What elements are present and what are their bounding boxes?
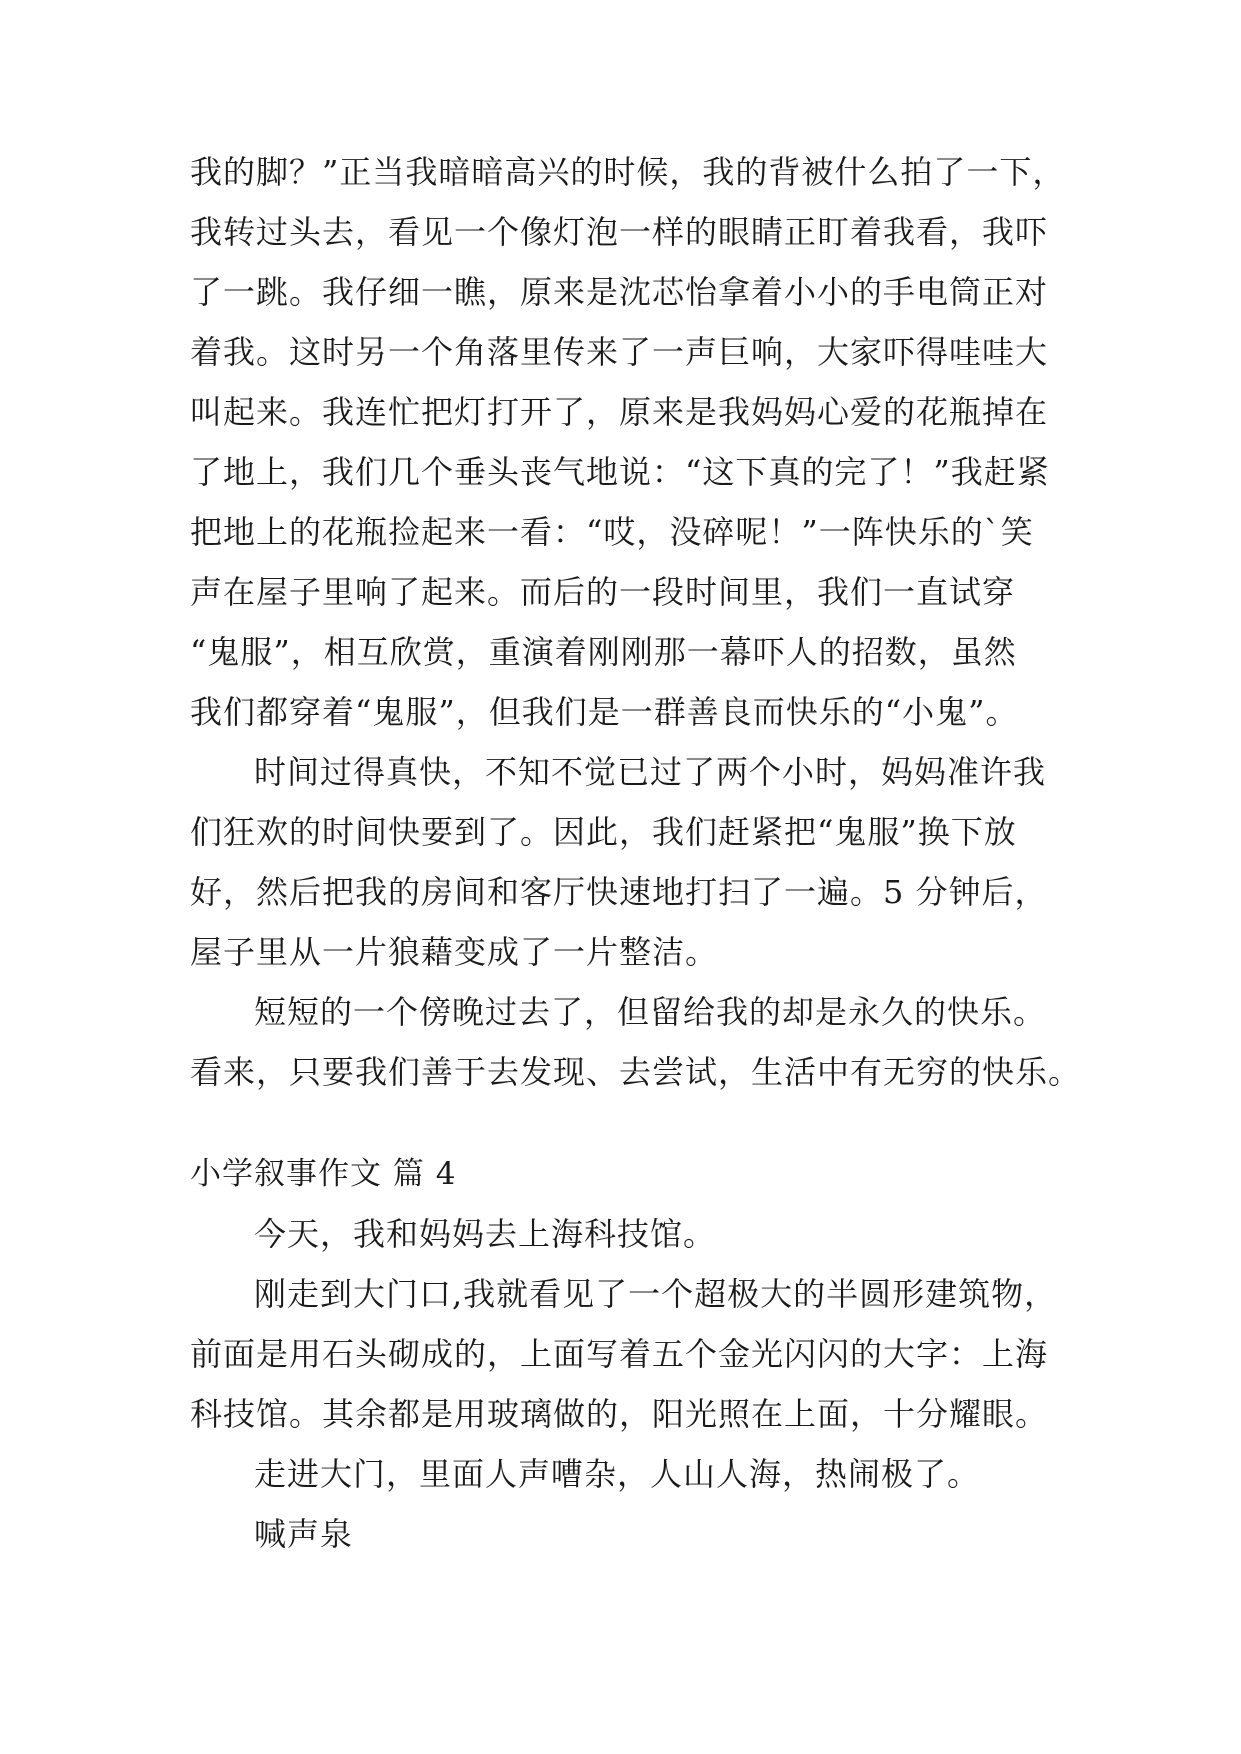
- paragraph-line: 刚走到大门口,我就看见了一个超极大的半圆形建筑物，: [254, 1275, 1058, 1313]
- paragraph-line: 们狂欢的时间快要到了。因此，我们赶紧把“鬼服”换下放: [190, 813, 1017, 851]
- paragraph-line: 我转过头去，看见一个像灯泡一样的眼睛正盯着我看，我吓: [190, 213, 1049, 251]
- paragraph-line: 好，然后把我的房间和客厅快速地打扫了一遍。5 分钟后，: [190, 873, 1048, 911]
- paragraph-line: 了地上，我们几个垂头丧气地说：“这下真的完了！”我赶紧: [190, 453, 1050, 491]
- paragraph-line: 声在屋子里响了起来。而后的一段时间里，我们一直试穿: [190, 573, 1016, 611]
- paragraph-line: 着我。这时另一个角落里传来了一声巨响，大家吓得哇哇大: [190, 333, 1049, 371]
- paragraph-line: 我的脚？”正当我暗暗高兴的时候，我的背被什么拍了一下，: [190, 153, 1066, 191]
- section-heading: 小学叙事作文 篇 4: [190, 1156, 457, 1192]
- paragraph-line: “鬼服”，相互欣赏，重演着刚刚那一幕吓人的招数，虽然: [190, 633, 1017, 671]
- paragraph-line: 走进大门，里面人声嘈杂，人山人海，热闹极了。: [254, 1455, 981, 1493]
- paragraph-line: 喊声泉: [254, 1515, 354, 1553]
- paragraph-line: 叫起来。我连忙把灯打开了，原来是我妈妈心爱的花瓶掉在: [190, 393, 1049, 431]
- paragraph-line: 了一跳。我仔细一瞧，原来是沈芯怡拿着小小的手电筒正对: [190, 273, 1049, 311]
- paragraph-line: 把地上的花瓶捡起来一看：“哎，没碎呢！”一阵快乐的`笑: [190, 513, 1034, 551]
- paragraph-line: 屋子里从一片狼藉变成了一片整洁。: [190, 933, 719, 971]
- paragraph-line: 我们都穿着“鬼服”，但我们是一群善良而快乐的“小鬼”。: [190, 693, 1019, 731]
- paragraph-line: 科技馆。其余都是用玻璃做的，阳光照在上面，十分耀眼。: [190, 1395, 1049, 1433]
- paragraph-line: 看来，只要我们善于去发现、去尝试，生活中有无穷的快乐。: [190, 1053, 1082, 1091]
- paragraph-line: 前面是用石头砌成的，上面写着五个金光闪闪的大字：上海: [190, 1335, 1049, 1373]
- paragraph-line: 短短的一个傍晚过去了，但留给我的却是永久的快乐。: [254, 993, 1047, 1031]
- paragraph-line: 时间过得真快，不知不觉已过了两个小时，妈妈准许我: [254, 753, 1047, 791]
- paragraph-line: 今天，我和妈妈去上海科技馆。: [254, 1215, 717, 1253]
